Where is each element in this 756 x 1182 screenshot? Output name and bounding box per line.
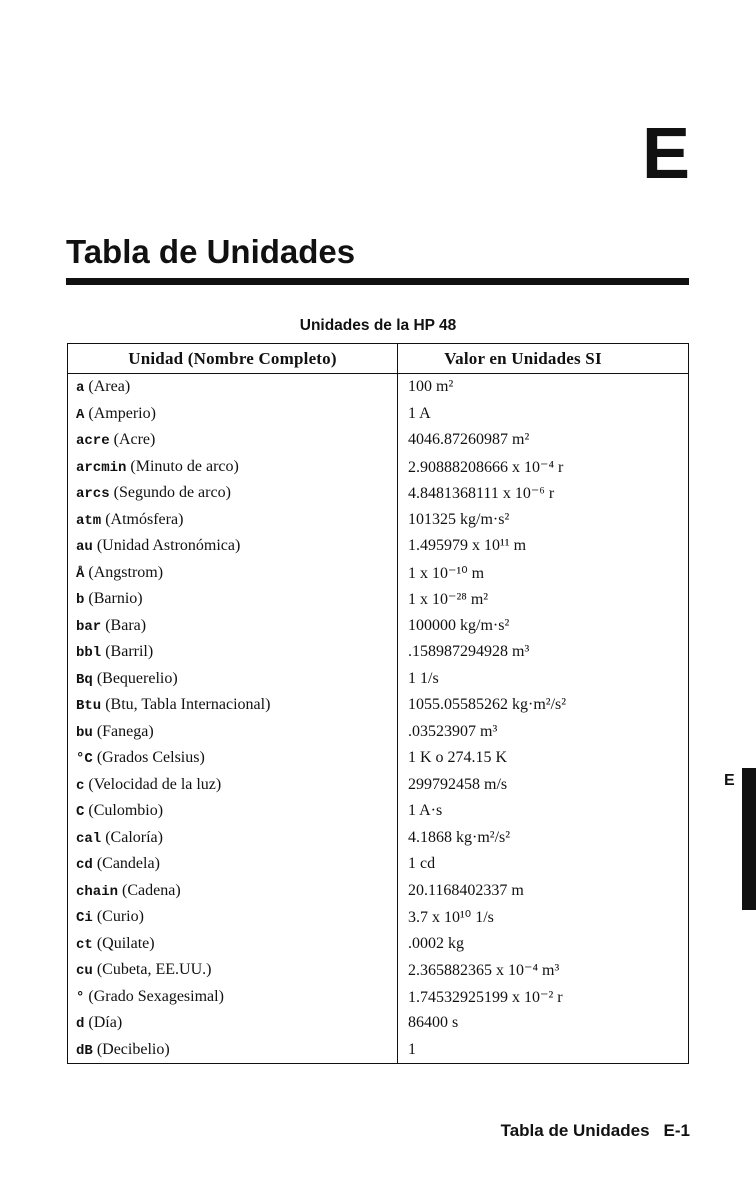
si-value-cell: 1.74532925199 x 10⁻² r <box>408 988 563 1006</box>
unit-full-name: (Btu, Tabla Internacional) <box>101 696 271 714</box>
footer-title: Tabla de Unidades <box>500 1121 650 1140</box>
unit-symbol: au <box>76 539 93 556</box>
unit-full-name: (Barnio) <box>84 590 143 608</box>
side-tab-letter: E <box>724 772 735 789</box>
unit-cell <box>68 719 398 746</box>
unit-cell <box>68 878 398 905</box>
unit-symbol: °C <box>76 751 93 768</box>
table-row <box>68 586 689 613</box>
unit-full-name: (Caloría) <box>101 828 163 846</box>
unit-symbol: cal <box>76 830 102 847</box>
unit-symbol: bbl <box>76 645 102 662</box>
unit-symbol: atm <box>76 512 102 529</box>
page-footer <box>0 1120 690 1142</box>
table-caption: Unidades de la HP 48 <box>299 317 457 334</box>
unit-cell <box>68 480 398 507</box>
si-value-cell: 1 1/s <box>408 669 439 687</box>
unit-cell <box>68 825 398 852</box>
unit-full-name: (Angstrom) <box>84 563 164 581</box>
unit-symbol: acre <box>76 433 110 450</box>
table-row <box>68 931 689 958</box>
unit-cell <box>68 798 398 825</box>
table-row <box>68 984 689 1011</box>
table-row <box>68 427 689 454</box>
si-value-cell: .03523907 m³ <box>408 722 498 740</box>
table-row <box>68 719 689 746</box>
table-row <box>68 692 689 719</box>
unit-cell <box>68 613 398 640</box>
unit-symbol: dB <box>76 1042 93 1059</box>
unit-symbol: A <box>76 406 85 423</box>
unit-symbol: arcs <box>76 486 110 503</box>
table-row <box>68 666 689 693</box>
si-value-cell: .158987294928 m³ <box>408 643 530 661</box>
unit-cell <box>68 1010 398 1037</box>
si-value-cell: 1 A <box>408 404 431 422</box>
table-row <box>68 772 689 799</box>
unit-cell <box>68 507 398 534</box>
unit-symbol: Ci <box>76 910 93 927</box>
chapter-letter: E <box>641 114 690 194</box>
si-value-cell: 1 cd <box>408 855 436 873</box>
table-row <box>68 878 689 905</box>
unit-symbol: cu <box>76 963 93 980</box>
table-row <box>68 639 689 666</box>
table-header-row <box>68 344 689 374</box>
unit-symbol: bu <box>76 724 93 741</box>
unit-full-name: (Candela) <box>92 855 160 873</box>
si-value-cell: 4046.87260987 m² <box>408 431 530 449</box>
table-row <box>68 560 689 587</box>
unit-cell <box>68 745 398 772</box>
si-value-cell: 100000 kg/m·s² <box>408 616 510 634</box>
unit-symbol: ct <box>76 936 93 953</box>
unit-symbol: d <box>76 1016 85 1033</box>
unit-symbol: chain <box>76 883 119 900</box>
si-value-cell: .0002 kg <box>408 934 464 952</box>
unit-full-name: (Cubeta, EE.UU.) <box>92 961 212 979</box>
table-row <box>68 957 689 984</box>
unit-cell <box>68 984 398 1011</box>
unit-symbol: Å <box>76 565 85 582</box>
unit-full-name: (Segundo de arco) <box>109 484 231 502</box>
unit-full-name: (Fanega) <box>92 722 154 740</box>
unit-symbol: arcmin <box>76 459 127 476</box>
table-row <box>68 745 689 772</box>
unit-cell <box>68 454 398 481</box>
unit-full-name: (Unidad Astronómica) <box>92 537 241 555</box>
si-value-cell: 299792458 m/s <box>408 775 508 793</box>
table-row <box>68 851 689 878</box>
si-value-cell: 1 x 10⁻¹⁰ m <box>408 564 485 582</box>
unit-cell <box>68 666 398 693</box>
table-row <box>68 507 689 534</box>
table-row <box>68 533 689 560</box>
unit-full-name: (Acre) <box>109 431 156 449</box>
unit-cell <box>68 427 398 454</box>
unit-cell <box>68 931 398 958</box>
si-value-cell: 2.365882365 x 10⁻⁴ m³ <box>408 962 560 980</box>
si-value-cell: 1.495979 x 10¹¹ m <box>408 537 527 555</box>
unit-symbol: ° <box>76 989 85 1006</box>
unit-full-name: (Amperio) <box>84 404 156 422</box>
table-row <box>68 454 689 481</box>
si-value-cell: 2.90888208666 x 10⁻⁴ r <box>408 458 564 476</box>
unit-cell <box>68 957 398 984</box>
table-row <box>68 1037 689 1064</box>
units-table-body <box>68 374 689 1064</box>
unit-cell <box>68 851 398 878</box>
table-row <box>68 401 689 428</box>
unit-full-name: (Grado Sexagesimal) <box>84 987 224 1005</box>
table-row <box>68 374 689 401</box>
si-value-cell: 4.1868 kg·m²/s² <box>408 828 511 846</box>
unit-full-name: (Bara) <box>101 616 147 634</box>
unit-symbol: Bq <box>76 671 93 688</box>
table-row <box>68 1010 689 1037</box>
unit-full-name: (Día) <box>84 1014 123 1032</box>
unit-full-name: (Cadena) <box>118 881 181 899</box>
units-table <box>67 343 689 1064</box>
si-value-cell: 1 A·s <box>408 802 443 820</box>
table-row <box>68 613 689 640</box>
unit-full-name: (Quilate) <box>92 934 155 952</box>
unit-full-name: (Atmósfera) <box>101 510 184 528</box>
column-header-si-value: Valor en Unidades SI <box>398 344 689 374</box>
unit-full-name: (Curio) <box>92 908 144 926</box>
column-header-unit: Unidad (Nombre Completo) <box>68 344 398 374</box>
unit-full-name: (Grados Celsius) <box>92 749 205 767</box>
si-value-cell: 101325 kg/m·s² <box>408 510 510 528</box>
unit-cell <box>68 401 398 428</box>
unit-symbol: cd <box>76 857 93 874</box>
unit-full-name: (Decibelio) <box>92 1040 170 1058</box>
si-value-cell: 86400 s <box>408 1014 459 1032</box>
unit-cell <box>68 374 398 401</box>
unit-cell <box>68 560 398 587</box>
si-value-cell: 3.7 x 10¹⁰ 1/s <box>408 909 494 927</box>
table-row <box>68 798 689 825</box>
si-value-cell: 1055.05585262 kg·m²/s² <box>408 696 567 714</box>
unit-cell <box>68 772 398 799</box>
si-value-cell: 1 <box>408 1040 416 1058</box>
unit-cell <box>68 533 398 560</box>
unit-full-name: (Velocidad de la luz) <box>84 775 222 793</box>
page-number: E-1 <box>663 1121 690 1140</box>
title-rule <box>66 278 689 285</box>
unit-full-name: (Culombio) <box>84 802 164 820</box>
unit-symbol: Btu <box>76 698 102 715</box>
table-row <box>68 825 689 852</box>
chapter-title: Tabla de Unidades <box>66 233 356 270</box>
unit-cell <box>68 692 398 719</box>
si-value-cell: 20.1168402337 m <box>408 881 524 899</box>
unit-symbol: c <box>76 777 85 794</box>
si-value-cell: 1 x 10⁻²⁸ m² <box>408 591 489 609</box>
unit-symbol: b <box>76 592 85 609</box>
unit-cell <box>68 639 398 666</box>
unit-cell <box>68 1037 398 1064</box>
unit-symbol: bar <box>76 618 102 635</box>
unit-full-name: (Area) <box>84 378 131 396</box>
unit-full-name: (Bequerelio) <box>92 669 178 687</box>
side-tab-bar <box>742 768 756 910</box>
unit-full-name: (Minuto de arco) <box>126 457 239 475</box>
table-row <box>68 480 689 507</box>
unit-symbol: a <box>76 380 85 397</box>
unit-symbol: C <box>76 804 85 821</box>
si-value-cell: 4.8481368111 x 10⁻⁶ r <box>408 485 555 503</box>
si-value-cell: 1 K o 274.15 K <box>408 749 508 767</box>
unit-cell <box>68 904 398 931</box>
unit-full-name: (Barril) <box>101 643 154 661</box>
unit-cell <box>68 586 398 613</box>
table-row <box>68 904 689 931</box>
si-value-cell: 100 m² <box>408 378 454 396</box>
